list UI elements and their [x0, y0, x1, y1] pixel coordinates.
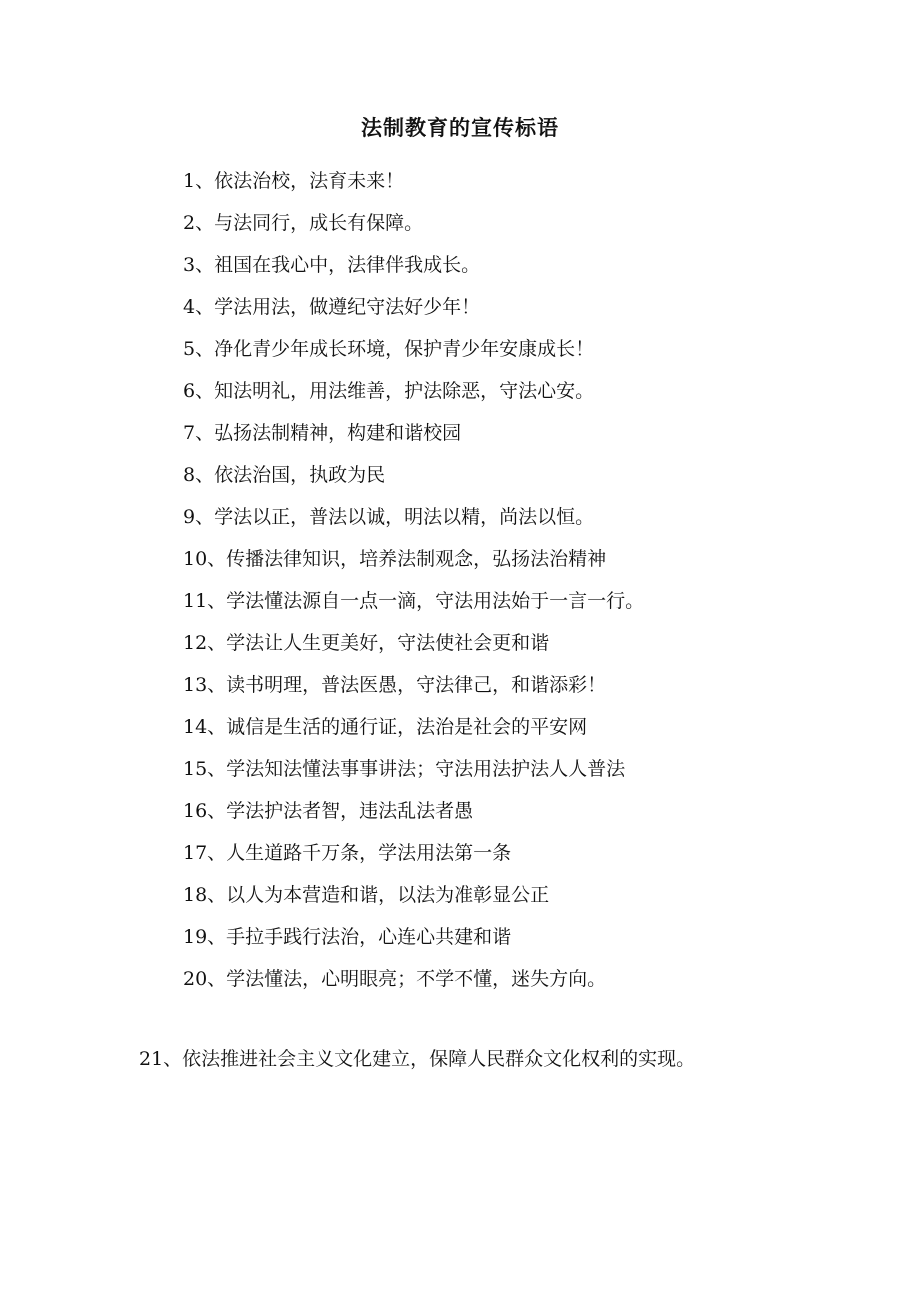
slogan-item: 11、学法懂法源自一点一滴，守法用法始于一言一行。 — [183, 590, 645, 612]
slogan-item: 13、读书明理，普法医愚，守法律己，和谐添彩！ — [183, 674, 607, 696]
slogan-item: 4、学法用法，做遵纪守法好少年！ — [183, 296, 481, 318]
slogan-item: 8、依法治国，执政为民 — [183, 464, 386, 486]
slogan-item: 14、诚信是生活的通行证，法治是社会的平安网 — [183, 716, 588, 738]
slogan-item: 18、以人为本营造和谐，以法为准彰显公正 — [183, 884, 550, 906]
slogan-item: 17、人生道路千万条，学法用法第一条 — [183, 842, 512, 864]
slogan-item: 10、传播法律知识，培养法制观念，弘扬法治精神 — [183, 548, 607, 570]
slogan-item: 19、手拉手践行法治，心连心共建和谐 — [183, 926, 512, 948]
slogan-item: 7、弘扬法制精神，构建和谐校园 — [183, 422, 462, 444]
slogan-list — [183, 160, 644, 1000]
slogan-item: 2、与法同行，成长有保障。 — [183, 212, 424, 234]
slogan-item: 9、学法以正，普法以诚，明法以精，尚法以恒。 — [183, 506, 595, 528]
slogan-item: 16、学法护法者智，违法乱法者愚 — [183, 800, 474, 822]
slogan-item: 12、学法让人生更美好，守法使社会更和谐 — [183, 632, 550, 654]
final-slogan: 21、依法推进社会主义文化建立，保障人民群众文化权利的实现。 — [139, 1048, 696, 1070]
slogan-item: 5、净化青少年成长环境，保护青少年安康成长！ — [183, 338, 595, 360]
document-title: 法制教育的宣传标语 — [361, 115, 559, 140]
slogan-item: 6、知法明礼，用法维善，护法除恶，守法心安。 — [183, 380, 595, 402]
slogan-item: 15、学法知法懂法事事讲法；守法用法护法人人普法 — [183, 758, 626, 780]
slogan-item: 3、祖国在我心中，法律伴我成长。 — [183, 254, 481, 276]
slogan-item: 1、依法治校，法育未来！ — [183, 170, 405, 192]
slogan-item: 20、学法懂法，心明眼亮；不学不懂，迷失方向。 — [183, 968, 607, 990]
